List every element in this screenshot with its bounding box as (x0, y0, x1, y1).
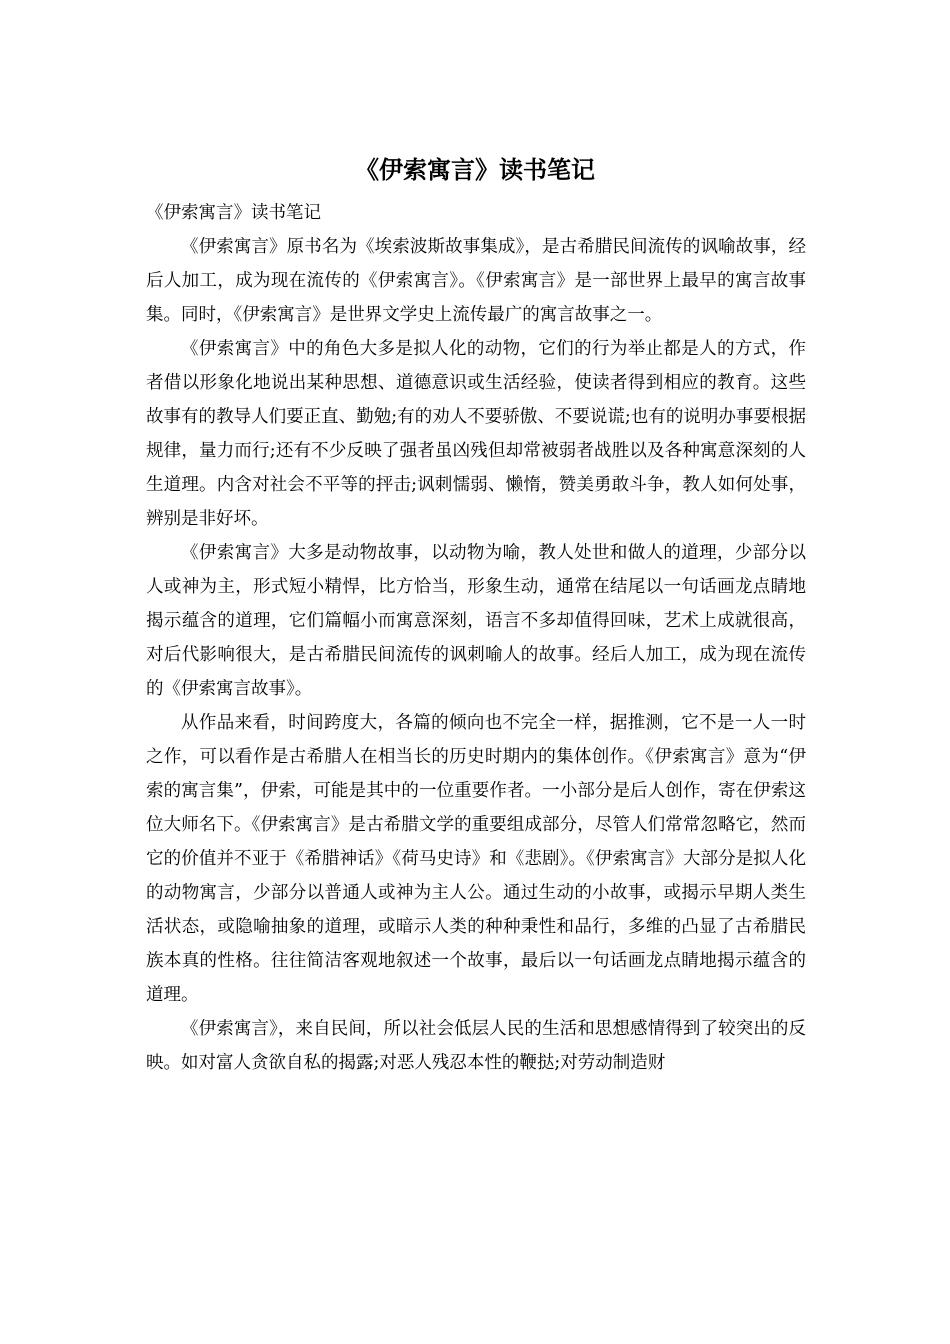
document-subtitle: 《伊索寓言》读书笔记 (146, 203, 321, 223)
paragraph: 从作品来看，时间跨度大，各篇的倾向也不完全一样，据推测，它不是一人一时之作，可以看作是古希腊人在相当长的历史时期内的集体创作。《伊索寓言》意为“伊索的寓言集”，伊索，可能是其中的一位重要作者。一小部分是后人创作，寄在伊索这位大师名下。《伊索寓言》是古希腊文学的重要组成部分，尽管人们常常忽略它，然而它的价值并不亚于《希腊神话》《荷马史诗》和《悲剧》。《伊索寓言》大部分是拟人化的动物寓言，少部分以普通人或神为主人公。通过生动的小故事，或揭示早期人类生活状态，或隐喻抽象的道理，或暗示人类的种种秉性和品行，多维的凸显了古希腊民族本真的性格。往往简洁客观地叙述一个故事，最后以一句话画龙点睛地揭示蕴含的道理。 (146, 713, 806, 1005)
paragraph: 《伊索寓言》大多是动物故事，以动物为喻，教人处世和做人的道理，少部分以人或神为主，形式短小精悍，比方恰当，形象生动，通常在结尾以一句话画龙点睛地揭示蕴含的道理，它们篇幅小而寓意深刻，语言不多却值得回味，艺术上成就很高，对后代影响很大，是古希腊民间流传的讽刺喻人的故事。经后人加工，成为现在流传的《伊索寓言故事》。 (146, 543, 806, 699)
paragraph: 《伊索寓言》中的角色大多是拟人化的动物，它们的行为举止都是人的方式，作者借以形象化地说出某种思想、道德意识或生活经验，使读者得到相应的教育。这些故事有的教导人们要正直、勤勉;有的劝人不要骄傲、不要说谎;也有的说明办事要根据规律，量力而行;还有不少反映了强者虽凶残但却常被弱者战胜以及各种寓意深刻的人生道理。内含对社会不平等的抨击;讽刺懦弱、懒惰，赞美勇敢斗争，教人如何处事，辨别是非好坏。 (146, 339, 806, 529)
document-title: 《伊索寓言》读书笔记 (355, 155, 595, 184)
paragraph: 《伊索寓言》原书名为《埃索波斯故事集成》，是古希腊民间流传的讽喻故事，经后人加工，成为现在流传的《伊索寓言》。《伊索寓言》是一部世界上最早的寓言故事集。同时，《伊索寓言》是世界文学史上流传最广的寓言故事之一。 (146, 237, 806, 325)
paragraph: 《伊索寓言》，来自民间，所以社会低层人民的生活和思想感情得到了较突出的反映。如对富人贪欲自私的揭露;对恶人残忍本性的鞭挞;对劳动制造财 (146, 1019, 806, 1073)
document-body (146, 196, 806, 1080)
